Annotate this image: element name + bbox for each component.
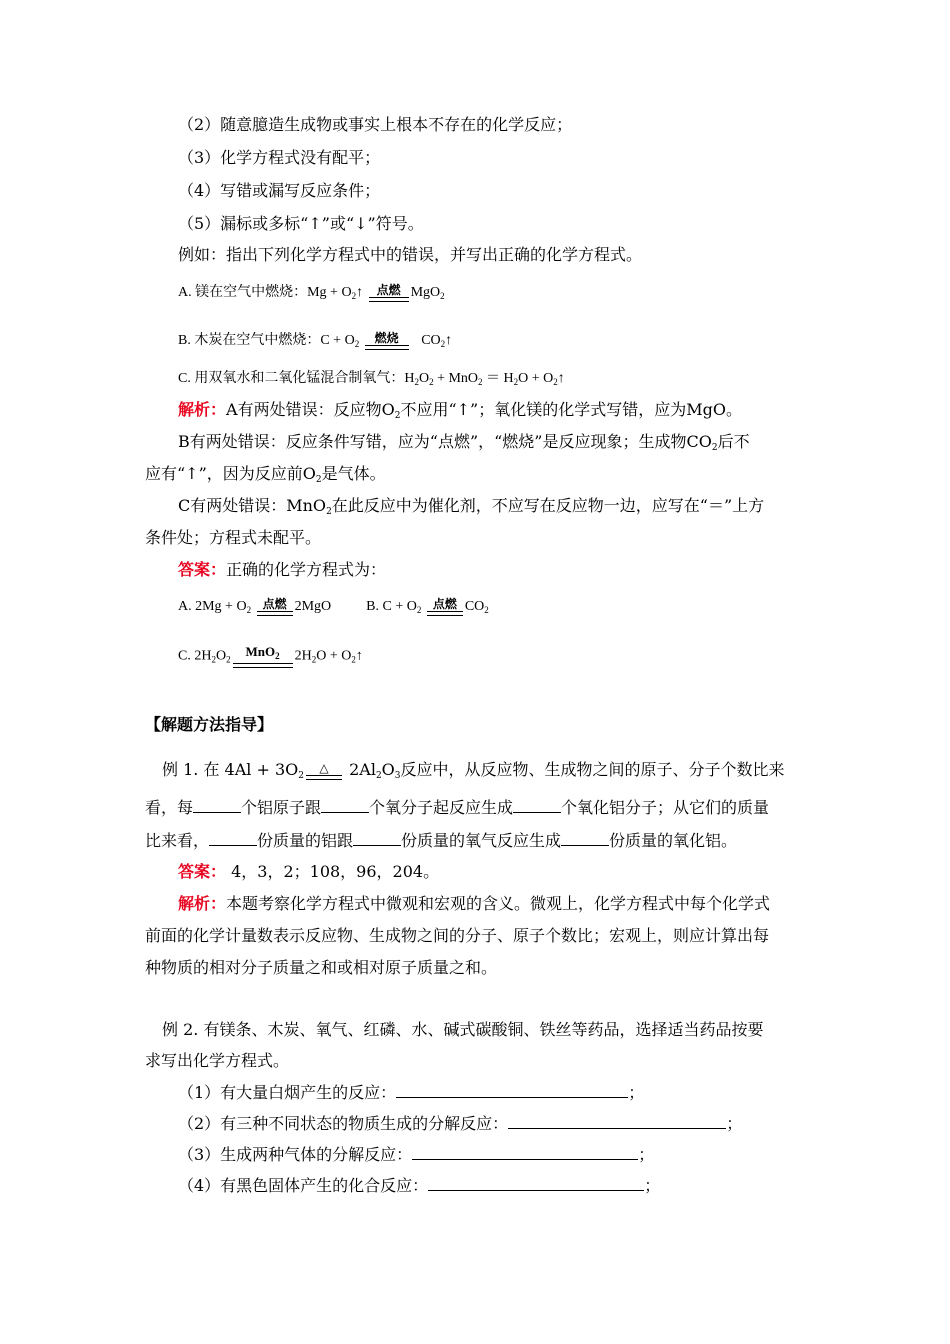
analysis-a: 解析：A有两处错误：反应物$O_2$不应用“↑”；氧化镁的化学式写错，应为MgO。 xyxy=(178,400,742,421)
error-item-2: （2）随意臆造生成物或事实上根本不存在的化学反应； xyxy=(178,115,573,134)
error-item-5: （5）漏标或多标“↑”或“↓”符号。 xyxy=(178,214,424,233)
example2-line1: 例 2. 有镁条、木炭、氧气、红磷、水、碱式碳酸铜、铁丝等药品，选择适当药品按要 xyxy=(162,1020,764,1039)
blank-3[interactable] xyxy=(513,796,561,813)
answer-equations-ab: A. $2Mg + O_2$ 点燃 2MgO B. $C + O_2$ 点燃 $CO_2$ xyxy=(178,596,489,615)
blank-4[interactable] xyxy=(209,829,257,846)
answer-blank-1[interactable] xyxy=(396,1081,628,1098)
example2-question-3: （3）生成两种气体的分解反应： ； xyxy=(178,1145,655,1164)
example1-line1: 例 1. 在 $4Al + 3O_2$ △ $2Al_2O_3$反应中，从反应物、生成物之间的原子、分子个数比来 xyxy=(162,760,785,781)
analysis-c-line1: C有两处错误：MnO$_2$在此反应中为催化剂，不应写在反应物一边，应写在“＝”上方 xyxy=(178,496,765,517)
answer-equation-c: C. $2H_2O_2$ MnO$_2$ $2H_2O$ + $O_2↑$ xyxy=(178,645,363,671)
example1-line2: 看，每 个铝原子跟 个氧分子起反应生成 个氧化铝分子；从它们的质量 xyxy=(145,798,770,817)
analysis-b-line1: B有两处错误：反应条件写错，应为“点燃”，“燃烧”是反应现象；生成物$CO_2$后不 xyxy=(178,432,750,453)
analysis-b-line2: 应有“↑”，因为反应前$O_2$是气体。 xyxy=(145,464,386,485)
answer-blank-2[interactable] xyxy=(508,1112,726,1129)
error-item-3: （3）化学方程式没有配平； xyxy=(178,148,381,167)
answer-blank-4[interactable] xyxy=(428,1174,644,1191)
example2-line2: 求写出化学方程式。 xyxy=(145,1051,290,1070)
example-intro: 例如：指出下列化学方程式中的错误，并写出正确的化学方程式。 xyxy=(178,245,643,264)
blank-1[interactable] xyxy=(193,796,241,813)
example2-question-4: （4）有黑色固体产生的化合反应： ； xyxy=(178,1176,661,1195)
equation-c-wrong: C. 用双氧水和二氧化锰混合制氧气：$H_2O_2 + MnO_2 = H_2O$ + $O_2↑$ xyxy=(178,371,565,387)
example2-question-1: （1）有大量白烟产生的反应： ； xyxy=(178,1083,645,1102)
example1-line3: 比来看， 份质量的铝跟 份质量的氧气反应生成 份质量的氧化铝。 xyxy=(145,831,738,850)
blank-2[interactable] xyxy=(321,796,369,813)
equation-b-wrong: B. 木炭在空气中燃烧：$C + O_2$ 燃烧 $CO_2↑$ xyxy=(178,330,453,349)
equation-a-wrong: A. 镁在空气中燃烧：$Mg + O_2↑$ 点燃 MgO$_2$ xyxy=(178,282,445,301)
example1-answer: 答案： 4，3，2；108，96，204。 xyxy=(178,862,440,881)
blank-5[interactable] xyxy=(353,829,401,846)
answer-header: 答案：正确的化学方程式为： xyxy=(178,560,387,579)
example1-analysis-line2: 前面的化学计量数表示反应物、生成物之间的分子、原子个数比；宏观上，则应计算出每 xyxy=(145,926,770,945)
example2-question-2: （2）有三种不同状态的物质生成的分解反应： ； xyxy=(178,1114,743,1133)
blank-6[interactable] xyxy=(561,829,609,846)
section-title: 【解题方法指导】 xyxy=(145,715,274,734)
answer-blank-3[interactable] xyxy=(412,1143,638,1160)
error-item-4: （4）写错或漏写反应条件； xyxy=(178,181,381,200)
example1-analysis-line3: 种物质的相对分子质量之和或相对原子质量之和。 xyxy=(145,958,498,977)
analysis-c-line2: 条件处；方程式未配平。 xyxy=(145,528,322,547)
example1-analysis-line1: 解析：本题考察化学方程式中微观和宏观的含义。微观上，化学方程式中每个化学式 xyxy=(178,894,771,913)
